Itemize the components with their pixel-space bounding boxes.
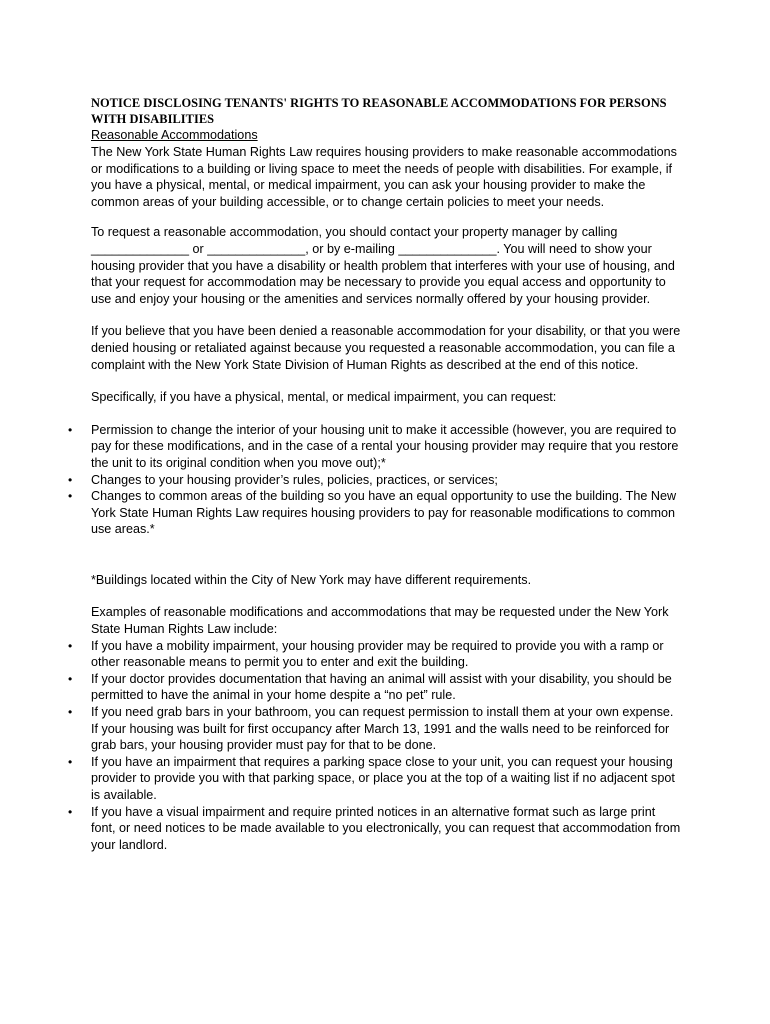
bullet-icon: • <box>68 705 73 720</box>
list-item: • Permission to change the interior of your housing unit to make it accessible (however, you are required to pay for these modifications, and in the case of a rental your housing provider may require that you restore the unit to its original condition when you move out);* <box>68 422 679 470</box>
list-item: • If you have an impairment that requires a parking space close to your unit, you can request your housing provider to provide you with that parking space, or place you at the top of a waiting list if no adjacent spot is available. <box>68 754 675 802</box>
examples-intro: Examples of reasonable modifications and accommodations that may be requested under the New York State Human Rights Law include: <box>91 605 669 637</box>
bullet-icon: • <box>68 671 73 686</box>
bullet-icon: • <box>68 489 73 504</box>
list-item: • If your doctor provides documentation that having an animal will assist with your disability, you should be permitted to have the animal in your home despite a “no pet” rule. <box>68 671 672 703</box>
examples-list <box>68 638 683 854</box>
intro-paragraph: The New York State Human Rights Law requires housing providers to make reasonable accommodations or modifications to a building or living space to meet the needs of people with disabilities. For example, if you have a physical, mental, or medical impairment, you can ask your housing provider to make the common areas of your building accessible, or to change certain policies to meet your needs. <box>91 145 677 209</box>
complaint-paragraph: If you believe that you have been denied a reasonable accommodation for your disability, or that you were denied housing or retaliated against because you requested a reasonable accommodation, you can file a complaint with the New York State Division of Human Rights as described at the end of this notice. <box>91 324 681 372</box>
bullet-icon: • <box>68 638 73 653</box>
bullet-icon: • <box>68 422 73 437</box>
request-paragraph: To request a reasonable accommodation, you should contact your property manager by calling ______________ or ______________, or by e-mailing ______________. You will need to show your housing provider that you have a disability or health problem that interferes with your use of housing, and that your request for accommodation may be necessary to provide you equal access and opportunity to use and enjoy your housing or the amenities and services normally offered by your housing provider. <box>91 225 675 306</box>
list-item: • If you have a mobility impairment, your housing provider may be required to provide you with a ramp or other reasonable means to permit you to enter and exit the building. <box>68 638 664 670</box>
bullet-icon: • <box>68 754 73 769</box>
specifically-paragraph: Specifically, if you have a physical, mental, or medical impairment, you can request: <box>91 390 557 405</box>
notice-document <box>68 95 683 853</box>
bullet-icon: • <box>68 804 73 819</box>
list-item: • Changes to common areas of the building so you have an equal opportunity to use the building. The New York State Human Rights Law requires housing providers to pay for reasonable modifications to common use areas.* <box>68 489 677 537</box>
list-item: • If you need grab bars in your bathroom, you can request permission to install them at your own expense. If your housing was built for first occupancy after March 13, 1991 and the walls need to be reinforced for grab bars, your housing provider must pay for that to be done. <box>68 705 674 753</box>
section-subheading: Reasonable Accommodations <box>91 128 258 143</box>
nyc-note: *Buildings located within the City of New York may have different requirements. <box>91 572 532 587</box>
bullet-icon: • <box>68 472 73 487</box>
request-list <box>68 422 683 538</box>
list-item: • Changes to your housing provider’s rules, policies, practices, or services; <box>68 472 498 487</box>
list-item: • If you have a visual impairment and require printed notices in an alternative format such as large print font, or need notices to be made available to you electronically, you can request that accommodation from your landlord. <box>68 804 681 852</box>
notice-title: NOTICE DISCLOSING TENANTS' RIGHTS TO REASONABLE ACCOMMODATIONS FOR PERSONS WITH DISABILITIES <box>91 96 667 127</box>
